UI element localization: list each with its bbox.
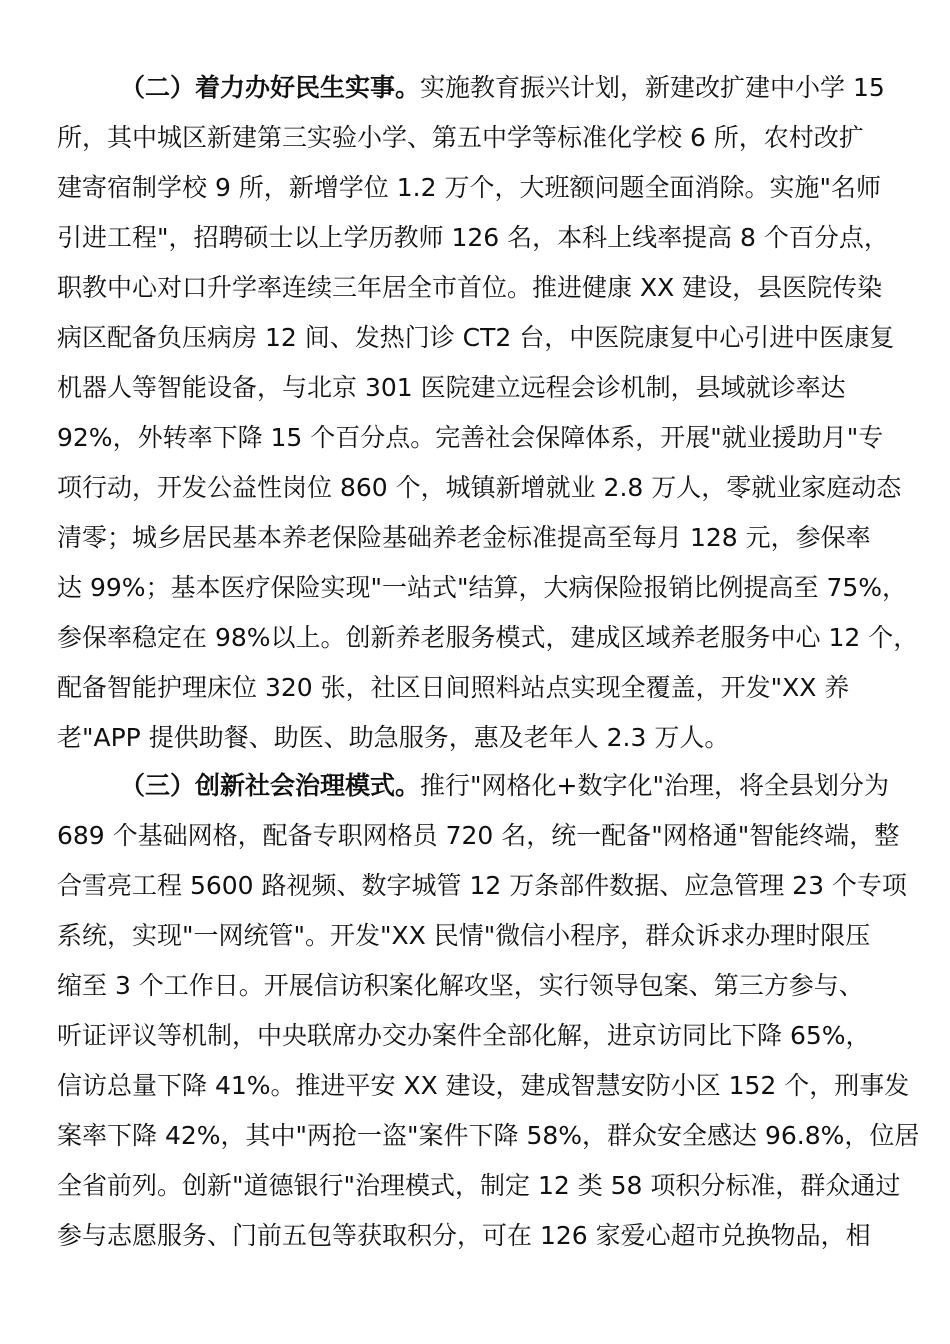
paragraph-2-line-5: 职教中心对口升学率连续三年居全市首位。推进健康 XX 建设，县医院传染 — [57, 273, 883, 302]
paragraph-2-line-4: 引进工程"，招聘硕士以上学历教师 126 名，本科上线率提高 8 个百分点， — [57, 223, 889, 252]
paragraph-2-heading: （二）着力办好民生实事。 — [120, 73, 421, 102]
paragraph-3-line-2: 689 个基础网格，配备专职网格员 720 名，统一配备"网格通"智能终端，整 — [57, 821, 900, 850]
paragraph-3-heading: （三）创新社会治理模式。 — [120, 771, 421, 800]
paragraph-3-line-4: 系统，实现"一网统管"。开发"XX 民情"微信小程序，群众诉求办理时限压 — [57, 921, 871, 950]
paragraph-2-line-9: 项行动，开发公益性岗位 860 个，城镇新增就业 2.8 万人，零就业家庭动态 — [57, 473, 902, 502]
paragraph-3-text: 推行"网格化+数字化"治理，将全县划分为 — [420, 771, 889, 800]
paragraph-3-line-3: 合雪亮工程 5600 路视频、数字城管 12 万条部件数据、应急管理 23 个专项 — [57, 871, 907, 900]
paragraph-3-line-7: 信访总量下降 41%。推进平安 XX 建设，建成智慧安防小区 152 个，刑事发 — [57, 1071, 910, 1100]
paragraph-2-line-11: 达 99%；基本医疗保险实现"一站式"结算，大病保险报销比例提高至 75%， — [57, 573, 908, 602]
paragraph-3-line-6: 听证评议等机制，中央联席办交办案件全部化解，进京访同比下降 65%， — [57, 1021, 871, 1050]
paragraph-3-line-8: 案率下降 42%，其中"两抢一盗"案件下降 58%，群众安全感达 96.8%，位居 — [57, 1121, 920, 1150]
paragraph-2-line-14: 老"APP 提供助餐、助医、助急服务，惠及老年人 2.3 万人。 — [57, 723, 730, 752]
paragraph-2-line-8: 92%，外转率下降 15 个百分点。完善社会保障体系，开展"就业援助月"专 — [57, 423, 884, 452]
paragraph-2-line-6: 病区配备负压病房 12 间、发热门诊 CT2 台，中医院康复中心引进中医康复 — [57, 323, 895, 352]
paragraph-2-line-1 — [120, 73, 885, 103]
paragraph-3-line-1 — [120, 771, 889, 801]
paragraph-2-line-12: 参保率稳定在 98%以上。创新养老服务模式，建成区域养老服务中心 12 个， — [57, 623, 919, 652]
paragraph-3-line-9: 全省前列。创新"道德银行"治理模式，制定 12 类 58 项积分标准，群众通过 — [57, 1171, 901, 1200]
paragraph-2-line-7: 机器人等智能设备，与北京 301 医院建立远程会诊机制，县域就诊率达 — [57, 373, 846, 402]
paragraph-2-line-3: 建寄宿制学校 9 所，新增学位 1.2 万个，大班额问题全面消除。实施"名师 — [57, 173, 881, 202]
paragraph-2-line-13: 配备智能护理床位 320 张，社区日间照料站点实现全覆盖，开发"XX 养 — [57, 673, 850, 702]
paragraph-3-line-5: 缩至 3 个工作日。开展信访积案化解攻坚，实行领导包案、第三方参与、 — [57, 971, 864, 1000]
paragraph-2-line-2: 所，其中城区新建第三实验小学、第五中学等标准化学校 6 所，农村改扩 — [57, 123, 864, 152]
paragraph-3-line-10: 参与志愿服务、门前五包等获取积分，可在 126 家爱心超市兑换物品，相 — [57, 1221, 871, 1250]
paragraph-2-line-10: 清零；城乡居民基本养老保险基础养老金标准提高至每月 128 元，参保率 — [57, 523, 871, 552]
paragraph-2-text: 实施教育振兴计划，新建改扩建中小学 15 — [420, 73, 885, 102]
